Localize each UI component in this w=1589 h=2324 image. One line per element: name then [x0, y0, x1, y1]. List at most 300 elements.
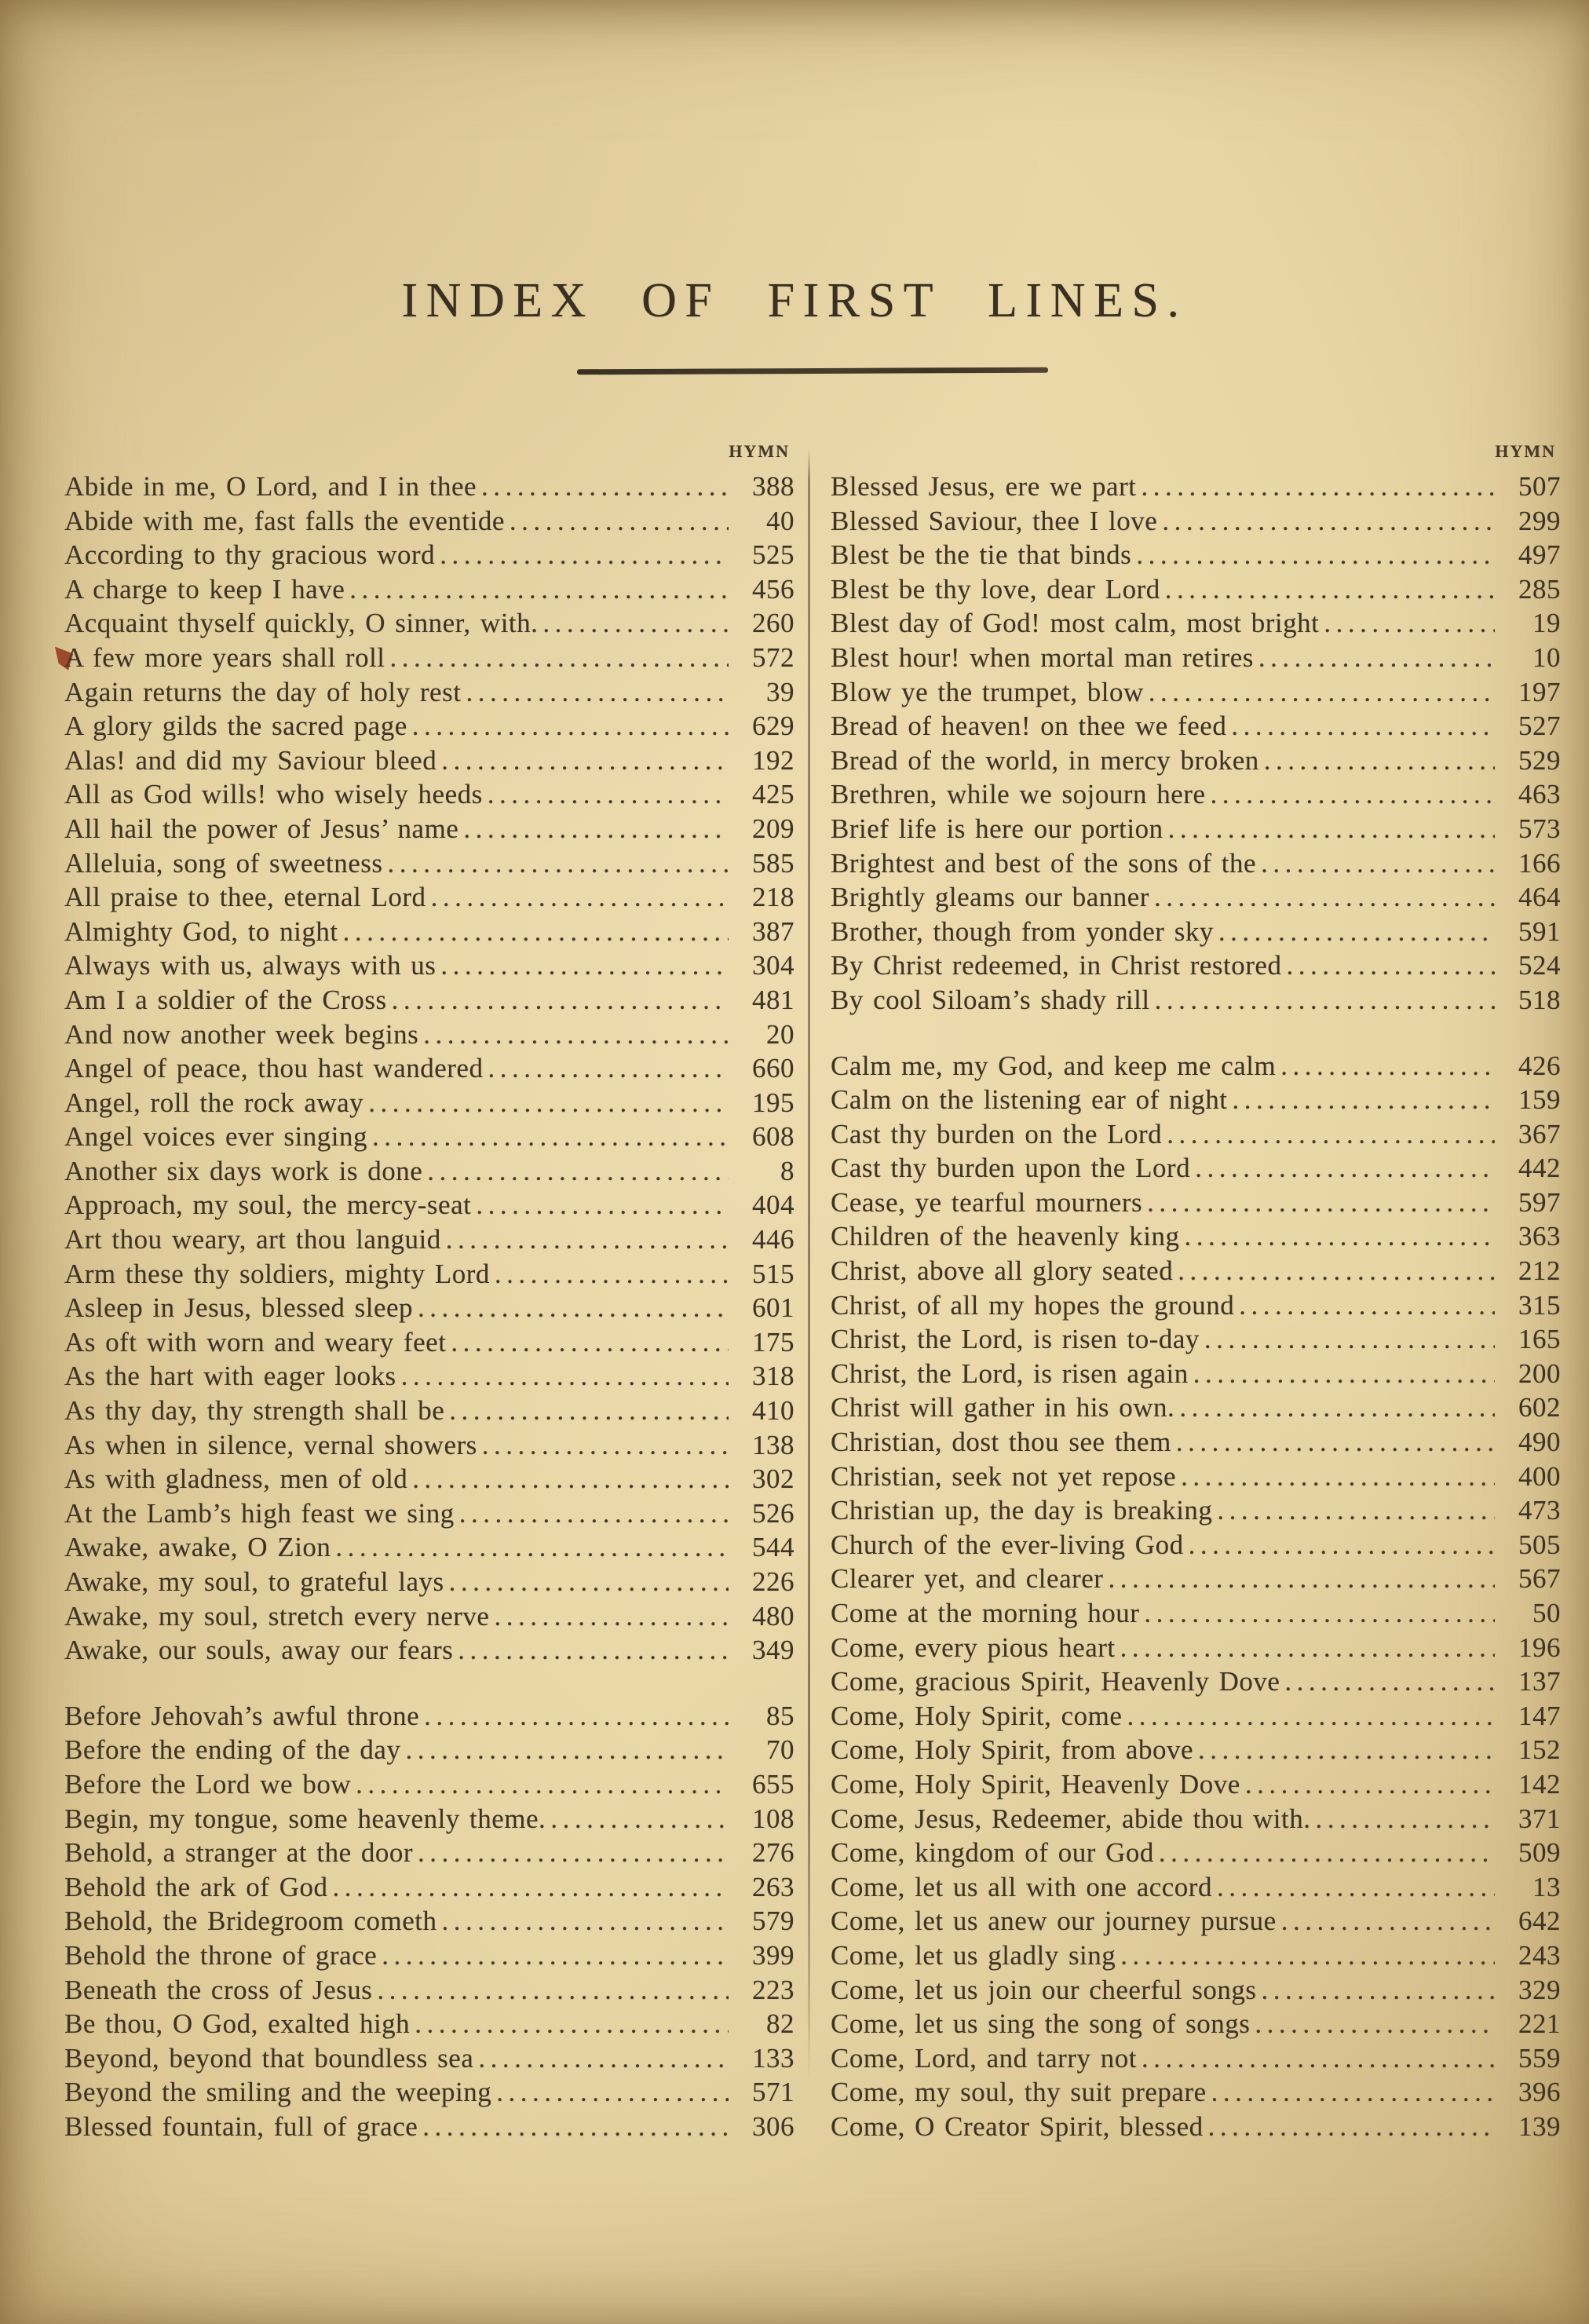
first-line-text: Be thou, O God, exalted high — [64, 2008, 411, 2040]
index-entry — [64, 1938, 794, 1973]
leader-dots — [1116, 1631, 1495, 1665]
hymn-number: 142 — [1518, 1768, 1561, 1800]
first-line-text: Behold the ark of God — [64, 1871, 328, 1902]
index-entry — [64, 1496, 794, 1531]
hymn-number: 515 — [752, 1258, 794, 1289]
first-line-text: Approach, my soul, the mercy-seat — [64, 1189, 472, 1221]
hymn-number: 585 — [752, 847, 794, 879]
leader-dots — [367, 1120, 729, 1154]
first-line-text: Before the Lord we bow — [64, 1768, 352, 1800]
index-entry — [64, 1973, 794, 2008]
leader-dots — [418, 2110, 729, 2144]
leader-dots — [1154, 1836, 1495, 1870]
leader-dots — [505, 504, 729, 539]
hymn-number: 601 — [752, 1292, 794, 1324]
first-line-text: Am I a soldier of the Cross — [64, 984, 387, 1015]
hymn-number: 226 — [752, 1566, 794, 1597]
leader-dots — [1157, 504, 1495, 539]
leader-dots — [1116, 1938, 1495, 1973]
hymn-number: 442 — [1518, 1153, 1561, 1184]
index-entry — [831, 915, 1561, 949]
first-line-text: Come, Holy Spirit, come — [831, 1700, 1123, 1731]
leader-dots — [385, 641, 729, 675]
hymn-number: 567 — [1518, 1563, 1561, 1595]
first-line-text: Awake, my soul, to grateful lays — [64, 1566, 444, 1597]
hymn-number: 660 — [752, 1053, 794, 1084]
index-entry — [831, 675, 1561, 710]
first-line-text: As oft with worn and weary feet — [64, 1326, 447, 1357]
first-line-text: Acquaint thyself quickly, O sinner, with. — [64, 608, 539, 639]
index-entry — [64, 1325, 794, 1360]
leader-dots — [444, 1394, 729, 1428]
leader-dots — [1122, 1699, 1495, 1734]
index-entry — [831, 2075, 1561, 2110]
index-entry — [831, 1219, 1561, 1254]
first-line-text: Clearer yet, and clearer — [831, 1563, 1104, 1595]
index-entry — [831, 1288, 1561, 1323]
index-entry — [64, 1733, 794, 1767]
hymn-number: 490 — [1518, 1427, 1561, 1458]
first-line-text: As when in silence, vernal showers — [64, 1429, 477, 1460]
first-line-text: Blessed Jesus, ere we part — [831, 471, 1137, 502]
hymn-number: 13 — [1532, 1871, 1561, 1902]
index-entry — [64, 915, 794, 949]
first-line-text: A few more years shall roll — [64, 641, 385, 673]
leader-dots — [1150, 983, 1495, 1018]
first-line-text: Come, let us gladly sing — [831, 1939, 1116, 1971]
first-line-text: Angel voices ever singing — [64, 1121, 367, 1153]
hymn-number: 195 — [752, 1087, 794, 1118]
leader-dots — [1212, 1870, 1495, 1905]
hymn-number: 396 — [1518, 2077, 1561, 2108]
first-line-text: Awake, my soul, stretch every nerve — [64, 1600, 490, 1632]
index-entry — [831, 1562, 1561, 1596]
index-column-left — [64, 433, 794, 2144]
index-entry — [831, 1802, 1561, 1836]
first-line-text: Abide with me, fast falls the eventide — [64, 505, 505, 536]
hymn-number: 497 — [1518, 539, 1561, 571]
leader-dots — [1226, 709, 1495, 744]
leader-dots — [1204, 2110, 1495, 2144]
index-entry — [831, 470, 1561, 504]
leader-dots — [400, 1733, 729, 1767]
leader-dots — [372, 1973, 729, 2008]
leader-dots — [1250, 2007, 1495, 2041]
leader-dots — [407, 1462, 729, 1496]
first-line-text: Children of the heavenly king — [831, 1221, 1180, 1252]
index-entry — [64, 2110, 794, 2144]
index-entry — [64, 675, 794, 710]
hymn-number: 573 — [1518, 813, 1561, 844]
hymn-number: 572 — [752, 641, 794, 673]
leader-dots — [1281, 948, 1495, 983]
index-entry — [64, 1394, 794, 1428]
index-entry — [831, 1973, 1561, 2008]
first-line-text: Cease, ye tearful mourners — [831, 1186, 1143, 1218]
leader-dots — [338, 915, 729, 949]
leader-dots — [437, 744, 729, 778]
first-line-text: Begin, my tongue, some heavenly theme. — [64, 1803, 546, 1834]
hymn-number: 371 — [1518, 1803, 1561, 1834]
first-line-text: Arm these thy soldiers, mighty Lord — [64, 1258, 490, 1289]
index-entry — [831, 641, 1561, 675]
leader-dots — [1190, 1151, 1495, 1186]
first-line-text: As thy day, thy strength shall be — [64, 1395, 445, 1427]
leader-dots — [1319, 606, 1495, 641]
index-entry — [64, 1359, 794, 1394]
index-entry — [831, 1493, 1561, 1528]
index-entry — [64, 1565, 794, 1599]
index-entry — [831, 1460, 1561, 1494]
section-gap — [64, 1668, 794, 1699]
leader-dots — [1277, 1904, 1495, 1938]
first-line-text: Christian, dost thou see them — [831, 1427, 1171, 1458]
index-entry — [831, 1425, 1561, 1460]
first-line-text: Come, Holy Spirit, from above — [831, 1734, 1194, 1766]
index-entry — [831, 2110, 1561, 2144]
first-line-text: Behold, the Bridegroom cometh — [64, 1906, 437, 1937]
leader-dots — [538, 606, 729, 641]
index-entry — [64, 572, 794, 607]
index-entry — [64, 1018, 794, 1052]
first-line-text: Behold the throne of grace — [64, 1939, 378, 1971]
index-entry — [831, 1904, 1561, 1938]
index-entry — [64, 1802, 794, 1836]
hymn-number: 526 — [752, 1497, 794, 1529]
first-line-text: Cast thy burden on the Lord — [831, 1118, 1163, 1149]
leader-dots — [1280, 1664, 1495, 1699]
leader-dots — [490, 1257, 729, 1292]
index-entry — [64, 1051, 794, 1086]
leader-dots — [546, 1802, 729, 1836]
leader-dots — [473, 2041, 729, 2076]
leader-dots — [1160, 572, 1495, 607]
leader-dots — [1176, 1460, 1495, 1494]
leader-dots — [1276, 1049, 1495, 1083]
leader-dots — [413, 1836, 729, 1870]
index-entry — [831, 572, 1561, 607]
first-line-text: Calm me, my God, and keep me calm — [831, 1050, 1277, 1081]
index-entry — [64, 606, 794, 641]
leader-dots — [477, 470, 729, 504]
index-entry — [831, 948, 1561, 983]
hymn-number: 404 — [752, 1189, 794, 1221]
hymn-number: 509 — [1518, 1837, 1561, 1869]
hymn-number: 152 — [1518, 1734, 1561, 1766]
index-entry — [64, 1086, 794, 1120]
leader-dots — [441, 1222, 729, 1257]
leader-dots — [491, 2075, 729, 2110]
hymn-number: 223 — [752, 1974, 794, 2005]
hymn-number: 175 — [752, 1326, 794, 1357]
index-entry — [831, 1664, 1561, 1699]
hymn-number: 108 — [752, 1803, 794, 1834]
index-entry — [64, 2075, 794, 2110]
leader-dots — [471, 1188, 729, 1222]
first-line-text: Blest be thy love, dear Lord — [831, 573, 1160, 605]
leader-dots — [458, 812, 729, 846]
leader-dots — [410, 2007, 729, 2041]
first-line-text: Christ, the Lord, is risen again — [831, 1357, 1189, 1389]
first-line-text: Come, Jesus, Redeemer, abide thou with. — [831, 1803, 1311, 1834]
index-entry — [64, 504, 794, 539]
leader-dots — [1254, 641, 1495, 675]
hymn-number: 306 — [752, 2110, 794, 2142]
index-entry — [831, 880, 1561, 915]
index-entry — [64, 744, 794, 778]
leader-dots — [418, 1018, 729, 1052]
first-line-text: Awake, our souls, away our fears — [64, 1635, 454, 1666]
leader-dots — [426, 880, 729, 915]
index-entry — [64, 777, 794, 812]
index-entry — [64, 1462, 794, 1496]
hymn-number: 318 — [752, 1361, 794, 1392]
hymn-number: 218 — [752, 882, 794, 913]
leader-dots — [422, 1154, 729, 1189]
leader-dots — [1149, 880, 1495, 915]
first-line-text: Come, Lord, and tarry not — [831, 2042, 1137, 2074]
leader-dots — [1227, 1083, 1495, 1117]
first-line-text: Again returns the day of holy rest — [64, 676, 462, 707]
first-line-text: Almighty God, to night — [64, 915, 338, 947]
first-line-text: Come, let us sing the song of songs — [831, 2008, 1251, 2040]
first-line-text: Alleluia, song of sweetness — [64, 847, 383, 879]
first-line-text: A charge to keep I have — [64, 573, 345, 605]
index-entry — [831, 1767, 1561, 1802]
hymn-number: 529 — [1518, 744, 1561, 776]
section-gap — [831, 1018, 1561, 1049]
hymn-number: 571 — [752, 2077, 794, 2108]
first-line-text: Brightest and best of the sons of the — [831, 847, 1257, 879]
index-entry — [64, 1870, 794, 1905]
hymn-number: 367 — [1518, 1118, 1561, 1149]
index-entry — [64, 1904, 794, 1938]
first-line-text: Brethren, while we sojourn here — [831, 779, 1206, 810]
hymn-number: 525 — [752, 539, 794, 571]
hymn-number: 165 — [1518, 1324, 1561, 1355]
index-entry — [831, 812, 1561, 846]
index-entry — [64, 1530, 794, 1565]
hymn-number: 70 — [766, 1734, 794, 1766]
leader-dots — [483, 777, 729, 812]
first-line-text: Art thou weary, art thou languid — [64, 1224, 441, 1255]
leader-dots — [1171, 1425, 1495, 1460]
first-line-text: Blessed Saviour, thee I love — [831, 505, 1158, 536]
first-line-text: Before the ending of the day — [64, 1734, 401, 1766]
first-line-text: Brightly gleams our banner — [831, 882, 1149, 913]
first-line-text: Beyond, beyond that boundless sea — [64, 2042, 474, 2074]
index-entry — [831, 709, 1561, 744]
first-line-text: Come, every pious heart — [831, 1632, 1116, 1663]
hymn-number: 137 — [1518, 1666, 1561, 1697]
leader-dots — [331, 1530, 729, 1565]
leader-dots — [396, 1359, 729, 1394]
first-line-text: Cast thy burden upon the Lord — [831, 1153, 1191, 1184]
index-entry — [64, 1222, 794, 1257]
hymn-number: 212 — [1518, 1255, 1561, 1287]
hymn-number: 133 — [752, 2042, 794, 2074]
hymn-number: 591 — [1518, 915, 1561, 947]
leader-dots — [1240, 1767, 1495, 1802]
first-line-text: All praise to thee, eternal Lord — [64, 882, 426, 913]
index-entry — [64, 1428, 794, 1463]
hymn-number: 507 — [1518, 471, 1561, 502]
index-entry — [831, 2041, 1561, 2076]
index-entry — [64, 1291, 794, 1325]
index-entry — [831, 1528, 1561, 1562]
first-line-text: By cool Siloam’s shady rill — [831, 984, 1150, 1015]
hymn-number: 388 — [752, 471, 794, 502]
column-divider-rule — [808, 449, 810, 2082]
first-line-text: Christ, the Lord, is risen to-day — [831, 1324, 1200, 1355]
hymn-number: 138 — [752, 1429, 794, 1460]
leader-dots — [1103, 1562, 1495, 1596]
hymn-number: 302 — [752, 1463, 794, 1495]
first-line-text: Calm on the listening ear of night — [831, 1084, 1228, 1116]
leader-dots — [1142, 1186, 1495, 1220]
hymn-number: 602 — [1518, 1392, 1561, 1423]
hymn-number: 426 — [1518, 1050, 1561, 1081]
hymn-number: 579 — [752, 1906, 794, 1937]
index-entry — [831, 1083, 1561, 1117]
first-line-text: Alas! and did my Saviour bleed — [64, 744, 437, 776]
index-entry — [64, 1120, 794, 1154]
index-entry — [831, 2007, 1561, 2041]
hymn-number: 159 — [1518, 1084, 1561, 1116]
leader-dots — [1136, 470, 1495, 504]
hymn-number: 597 — [1518, 1186, 1561, 1218]
leader-dots — [1144, 675, 1495, 710]
hymn-number: 197 — [1518, 676, 1561, 707]
hymn-number: 299 — [1518, 505, 1561, 536]
leader-dots — [477, 1428, 729, 1463]
first-line-text: All hail the power of Jesus’ name — [64, 813, 459, 844]
page-title: INDEX OF FIRST LINES. — [401, 274, 1188, 327]
index-entry — [831, 606, 1561, 641]
first-line-text: Church of the ever-living God — [831, 1529, 1184, 1560]
leader-dots — [327, 1870, 729, 1905]
hymn-number: 200 — [1518, 1357, 1561, 1389]
first-line-text: Come, let us join our cheerful songs — [831, 1974, 1257, 2005]
leader-dots — [1179, 1219, 1495, 1254]
first-line-text: Christian, seek not yet repose — [831, 1460, 1177, 1492]
leader-dots — [1207, 2075, 1495, 2110]
hymn-number: 363 — [1518, 1221, 1561, 1252]
leader-dots — [437, 1904, 729, 1938]
leader-dots — [1310, 1802, 1495, 1836]
leader-dots — [1256, 846, 1495, 881]
first-line-text: Beyond the smiling and the weeping — [64, 2077, 492, 2108]
index-entry — [64, 641, 794, 675]
hymn-number: 655 — [752, 1768, 794, 1800]
hymn-number: 315 — [1518, 1289, 1561, 1321]
hymn-number: 608 — [752, 1121, 794, 1153]
leader-dots — [436, 948, 729, 983]
index-entry — [64, 812, 794, 846]
leader-dots — [483, 1051, 729, 1086]
index-entry — [64, 1699, 794, 1734]
hymn-number: 139 — [1518, 2110, 1561, 2142]
hymn-number: 473 — [1518, 1495, 1561, 1526]
hymn-number: 410 — [752, 1395, 794, 1427]
first-line-text: Blest be the tie that binds — [831, 539, 1132, 571]
first-line-text: Blessed fountain, full of grace — [64, 2110, 418, 2142]
hymn-number: 304 — [752, 950, 794, 981]
first-line-text: Bread of heaven! on thee we feed — [831, 711, 1227, 742]
hymn-number: 629 — [752, 711, 794, 742]
index-entry — [64, 983, 794, 1018]
index-entry — [831, 504, 1561, 539]
first-line-text: Come, let us anew our journey pursue — [831, 1906, 1277, 1937]
leader-dots — [387, 983, 729, 1018]
leader-dots — [419, 1699, 729, 1734]
leader-dots — [1259, 744, 1495, 778]
index-entry — [831, 1186, 1561, 1220]
leader-dots — [461, 675, 729, 710]
hymn-number: 463 — [1518, 779, 1561, 810]
leader-dots — [1206, 777, 1496, 812]
hymn-number: 263 — [752, 1871, 794, 1902]
index-entry — [64, 709, 794, 744]
title-rule — [577, 367, 1048, 375]
leader-dots — [407, 709, 729, 744]
index-entry — [64, 948, 794, 983]
hymn-number: 209 — [752, 813, 794, 844]
index-entry — [831, 1631, 1561, 1665]
hymn-number: 19 — [1532, 608, 1561, 639]
first-line-text: Bread of the world, in mercy broken — [831, 744, 1259, 776]
first-line-text: Beneath the cross of Jesus — [64, 1974, 373, 2005]
first-line-text: Angel of peace, thou hast wandered — [64, 1053, 484, 1084]
first-line-text: Christ, of all my hopes the ground — [831, 1289, 1235, 1321]
first-line-text: Christian up, the day is breaking — [831, 1495, 1213, 1526]
first-line-text: Blest hour! when mortal man retires — [831, 641, 1254, 673]
first-line-text: Asleep in Jesus, blessed sleep — [64, 1292, 414, 1324]
hymn-number: 285 — [1518, 573, 1561, 605]
index-entry — [64, 2007, 794, 2041]
index-entry — [831, 1322, 1561, 1357]
index-entry — [831, 846, 1561, 881]
hymn-number: 221 — [1518, 2008, 1561, 2040]
leader-dots — [444, 1565, 729, 1599]
first-line-text: Behold, a stranger at the door — [64, 1837, 414, 1869]
leader-dots — [1173, 1254, 1495, 1288]
index-entry — [64, 1633, 794, 1668]
hymn-number: 10 — [1532, 641, 1561, 673]
index-entry — [64, 1257, 794, 1292]
leader-dots — [1214, 915, 1495, 949]
leader-dots — [1200, 1322, 1495, 1357]
first-line-text: Come, gracious Spirit, Heavenly Dove — [831, 1666, 1280, 1697]
first-line-text: Blest day of God! most calm, most bright — [831, 608, 1320, 639]
index-column-right — [831, 433, 1561, 2144]
first-line-text: As with gladness, men of old — [64, 1463, 408, 1495]
leader-dots — [1234, 1288, 1495, 1323]
index-entry — [831, 1049, 1561, 1083]
hymn-number: 260 — [752, 608, 794, 639]
hymn-number: 50 — [1532, 1598, 1561, 1628]
leader-dots — [1174, 1390, 1495, 1425]
hymn-number: 349 — [752, 1635, 794, 1666]
first-line-text: Come, O Creator Spirit, blessed — [831, 2110, 1204, 2142]
first-line-text: Before Jehovah’s awful throne — [64, 1700, 420, 1731]
first-line-text: Come at the morning hour — [831, 1598, 1140, 1628]
first-line-text: Christ, above all glory seated — [831, 1255, 1174, 1287]
index-entry — [831, 1870, 1561, 1905]
first-line-text: A glory gilds the sacred page — [64, 711, 407, 742]
column-header-hymn: HYMN — [1495, 441, 1556, 461]
hymn-number: 40 — [766, 505, 794, 536]
